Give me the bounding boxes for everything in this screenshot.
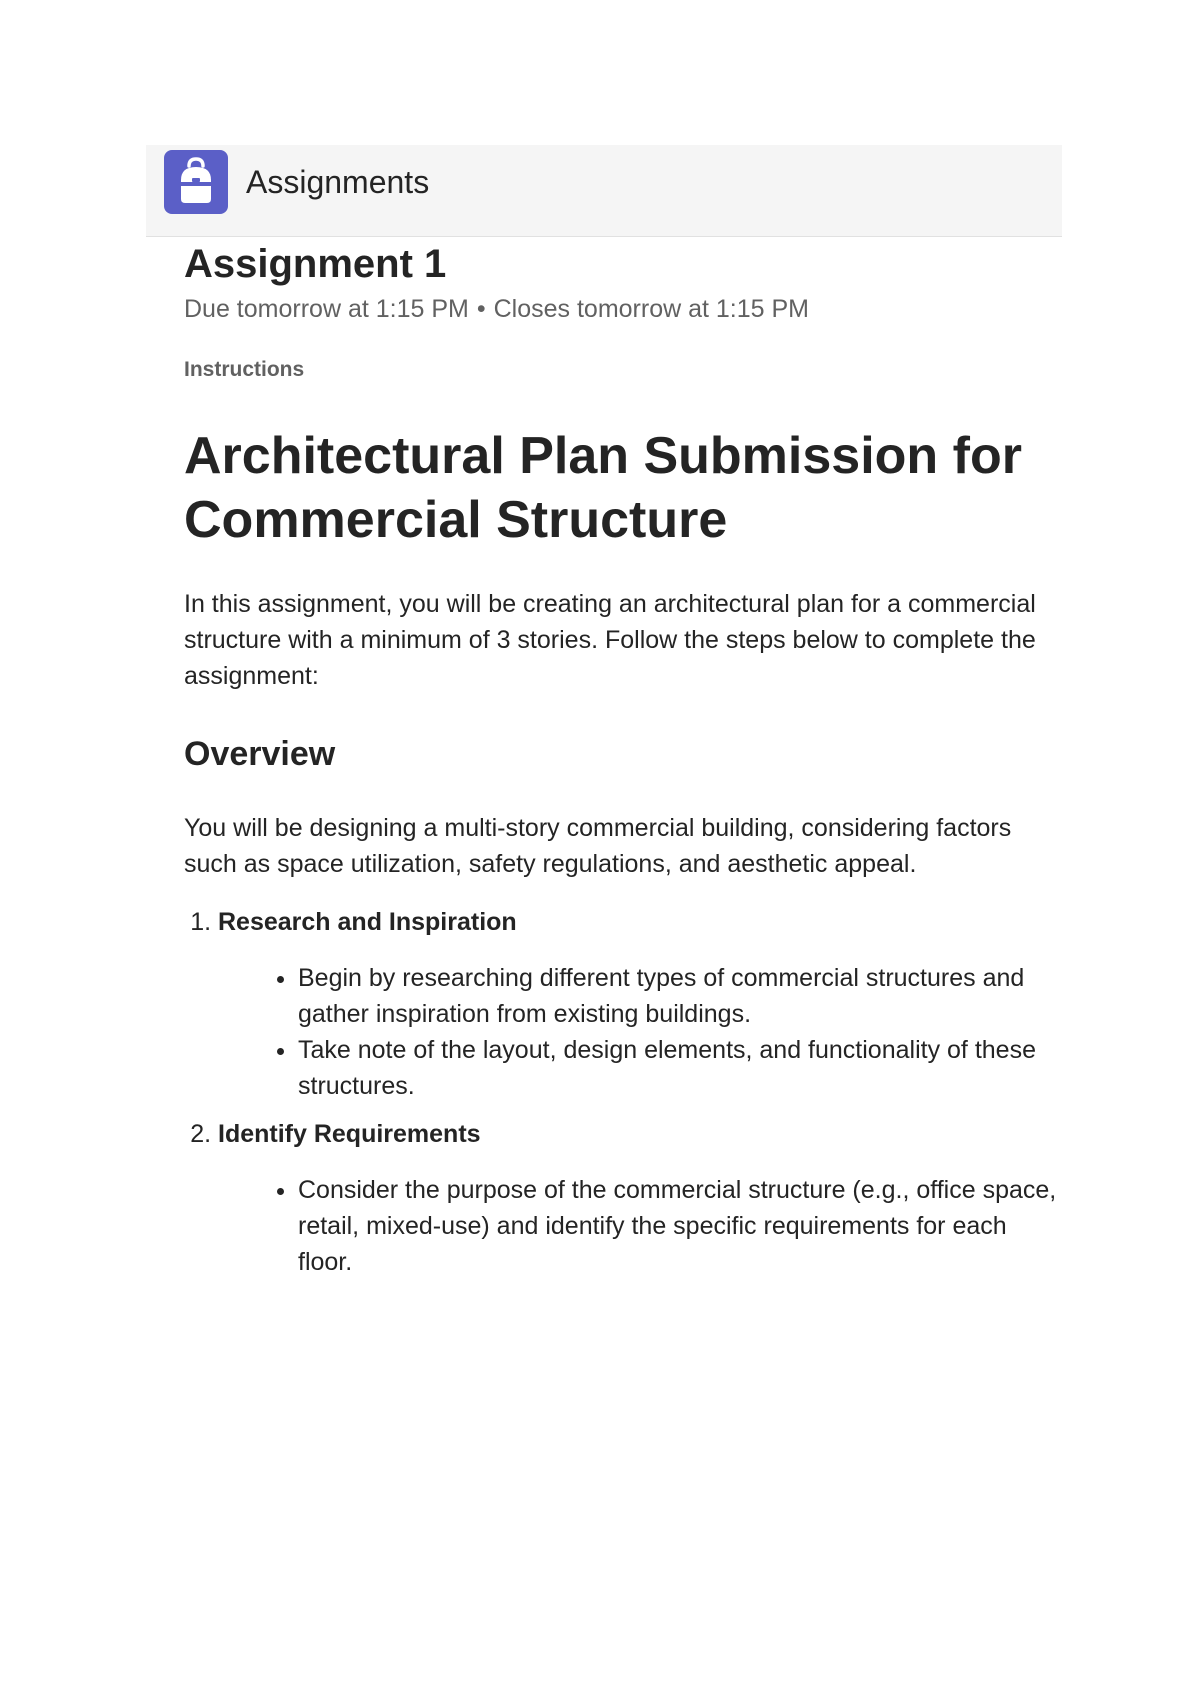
backpack-icon[interactable] [164, 150, 228, 214]
intro-paragraph: In this assignment, you will be creating an architectural plan for a commercial structure with a minimum of 3 stories. Follow the steps below to complete the assignment: [184, 590, 1036, 690]
overview-heading: Overview [184, 735, 336, 773]
document-title: Architectural Plan Submission for Commercial Structure [184, 427, 1022, 549]
dates-separator: • [476, 295, 486, 323]
app-title: Assignments [246, 164, 430, 200]
list-item: • Begin by researching different types of commercial structures and gather inspiration from existing buildings. [298, 960, 1064, 1032]
overview-paragraph: You will be designing a multi-story commercial building, considering factors such as space utilization, safety regulations, and aesthetic appeal. [184, 814, 1012, 878]
assignment-title: Assignment 1 [184, 242, 447, 286]
list-item: • Take note of the layout, design elements, and functionality of these structures. [298, 1032, 1064, 1104]
assignment-dates [184, 292, 1064, 326]
close-date: Closes tomorrow at 1:15 PM [493, 295, 810, 323]
list-item: • Consider the purpose of the commercial structure (e.g., office space, retail, mixed-use) and identify the specific requirements for each floor. [298, 1172, 1064, 1280]
backpack-icon-graphic [164, 150, 228, 214]
step-title: Identify Requirements [218, 1120, 481, 1148]
assignment-content [184, 238, 1064, 1292]
step-bullets [218, 960, 1064, 1104]
step-title: Research and Inspiration [218, 908, 517, 936]
steps-list [184, 904, 1064, 1280]
list-item [218, 904, 1064, 1104]
step-bullets [218, 1172, 1064, 1280]
instructions-label: Instructions [184, 358, 305, 381]
app-header [146, 145, 1062, 237]
due-date: Due tomorrow at 1:15 PM [184, 295, 469, 323]
list-item [218, 1116, 1064, 1280]
